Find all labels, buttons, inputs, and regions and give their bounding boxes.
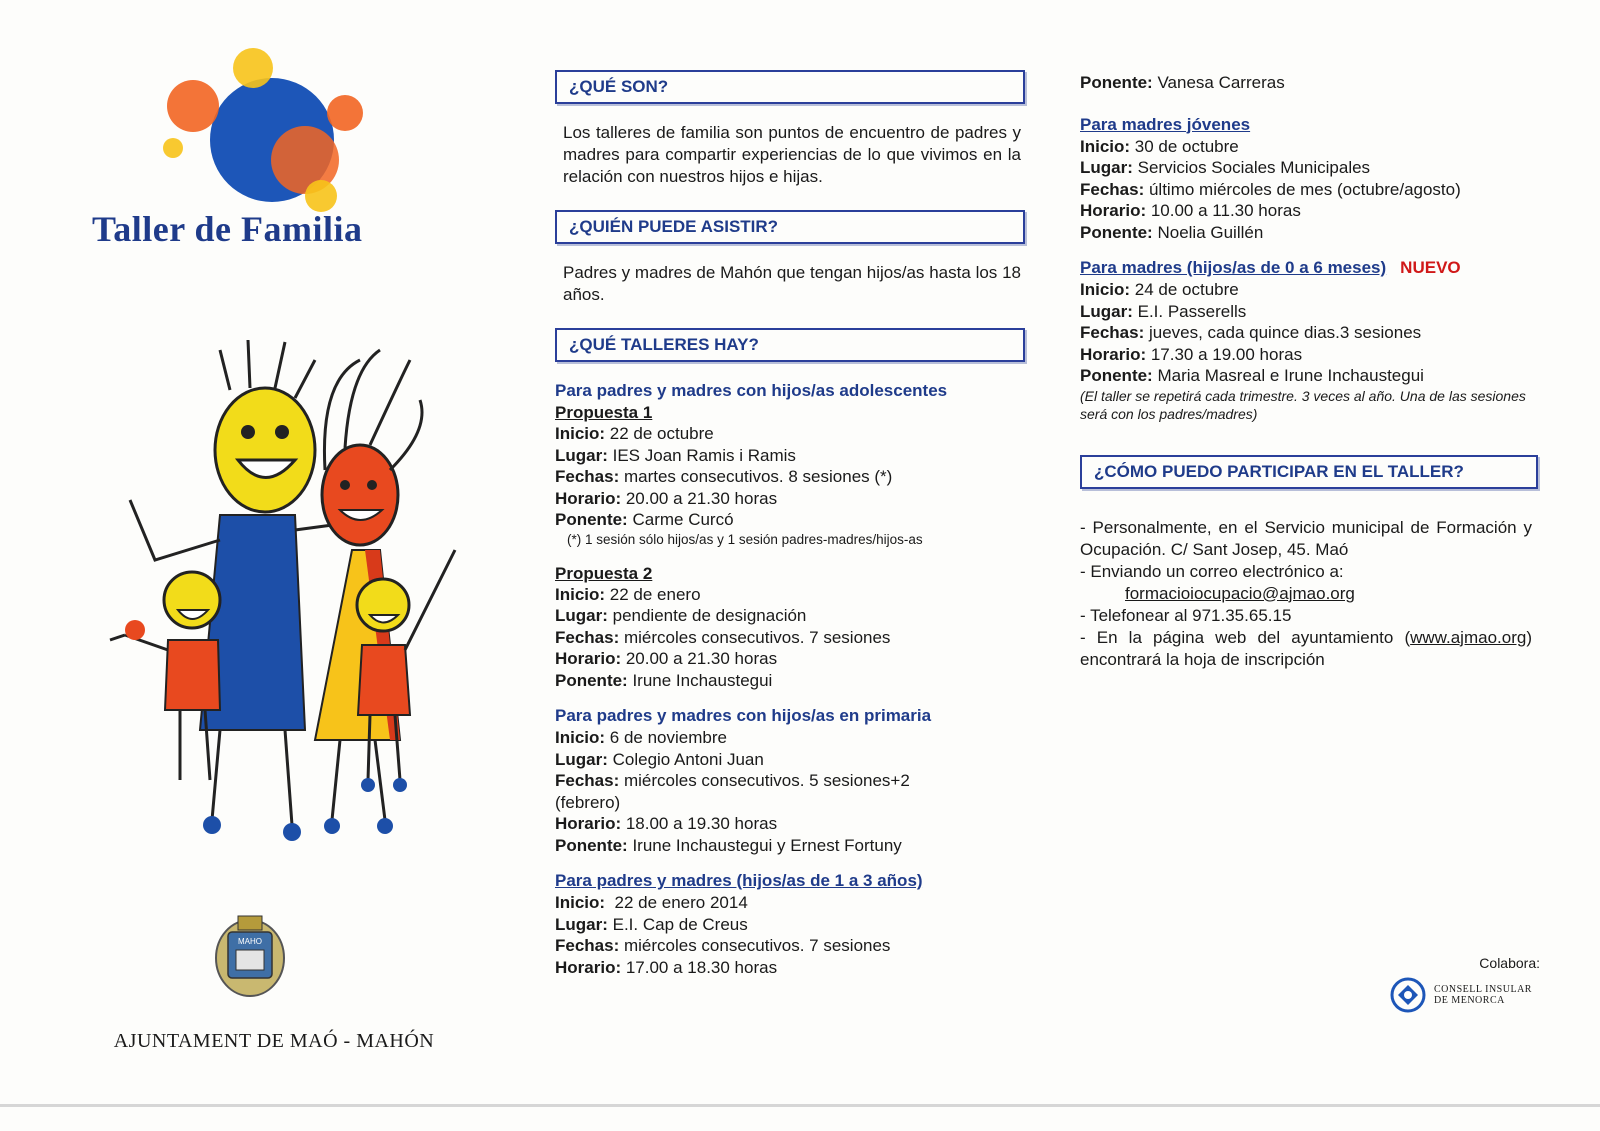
- workshop-uno-tres: Para padres y madres (hijos/as de 1 a 3 años) Inicio: 22 de enero 2014 Lugar: E.I. Cap de Creus Fechas: miércoles consecutivos. 7 sesiones Horario: 17.00 a 18.30 horas: [555, 870, 1025, 978]
- collaborator-block: [1390, 955, 1540, 1013]
- document-title: Taller de Familia: [92, 209, 363, 249]
- consell-name: CONSELL INSULAR DE MENORCA: [1434, 984, 1532, 1006]
- workshop-primaria: Para padres y madres con hijos/as en primaria Inicio: 6 de noviembre Lugar: Colegio Antoni Juan Fechas: miércoles consecutivos. 5 sesiones+2 (febrero) Horario: 18.00 a 19.30 horas Ponente: Irune Inchaustegui y Ernest Fortuny: [555, 705, 1025, 856]
- que-son-text: Los talleres de familia son puntos de encuentro de padres y madres para compartir experiencias de lo que vivimos en la relación con nuestros hijos e hijas.: [563, 123, 1021, 186]
- section-heading-talleres: ¿QUÉ TALLERES HAY?: [555, 328, 1025, 362]
- scan-edge-divider: [0, 1104, 1600, 1107]
- quien-text: Padres y madres de Mahón que tengan hijos/as hasta los 18 años.: [563, 263, 1021, 304]
- consell-logo-icon: [1390, 977, 1426, 1013]
- website-link[interactable]: www.ajmao.org: [1410, 627, 1527, 647]
- workshop-title: Para madres jóvenes: [1080, 114, 1251, 134]
- workshop-bebes: Para madres (hijos/as de 0 a 6 meses) NUEVO Inicio: 24 de octubre Lugar: E.I. Passerells Fechas: jueves, cada quince dias.3 sesiones Horario: 17.30 a 19.00 horas Ponente: Maria Masreal e Irune Inchaustegui (El taller se repetirá cada trimestre. 3 veces al año. Una de las sesiones será con los padres/madres): [1080, 257, 1540, 423]
- workshop-title: Para padres y madres con hijos/as en primaria: [555, 706, 932, 725]
- section-heading-quien: ¿QUIÉN PUEDE ASISTIR?: [555, 210, 1025, 244]
- cover-panel: [40, 30, 480, 1110]
- family-drawing-illustration: [70, 310, 490, 870]
- workshop-title: Para madres (hijos/as de 0 a 6 meses) NUEVO: [1080, 258, 1461, 277]
- right-panel: Ponente: Vanesa Carreras Para madres jóvenes Inicio: 30 de octubre Lugar: Servicios Sociales Municipales Fechas: último miércoles de mes (octubre/agosto) Horario: 10.00 a 11.30 horas Ponente: Noelia Guillén Para madres (hijos/as de 0 a 6 meses) NUEVO Inicio: 24 de octubre Lugar: E.I. Passerells Fechas: jueves, cada quince dias.3 sesiones Horario: 17.30 a 19.00 horas Ponente: Maria Masreal e Irune Inchaustegui (El taller se repetirá cada trimestre. 3 veces al año. Una de las sesiones será con los padres/madres) ¿CÓMO PUEDO PARTICIPAR EN EL TALLER? - Personalmente, en el Servicio municipal de Formación y Ocupación. C/ Sant Josep, 45. Maó - Enviando un correo electrónico a: formacioiocupacio@ajmao.org - Telefonear al 971.35.65.15 - En la página web del ayuntamiento (www.ajmao.org) encontrará la hoja de inscripción: [1080, 72, 1540, 693]
- email-link[interactable]: formacioiocupacio@ajmao.org: [1125, 583, 1355, 603]
- footnote: (*) 1 sesión sólo hijos/as y 1 sesión padres-madres/hijos-as: [567, 531, 923, 547]
- section-heading-que-son: ¿QUÉ SON?: [555, 70, 1025, 104]
- council-name: AJUNTAMENT DE MAÓ - MAHÓN: [113, 1030, 435, 1052]
- workshop-jovenes: Para madres jóvenes Inicio: 30 de octubre Lugar: Servicios Sociales Municipales Fechas: último miércoles de mes (octubre/agosto) Horario: 10.00 a 11.30 horas Ponente: Noelia Guillén: [1080, 114, 1540, 244]
- new-badge: NUEVO: [1400, 258, 1461, 277]
- seal-text: MAHO: [238, 937, 262, 946]
- town-seal-icon: [210, 910, 290, 1000]
- repeat-note: (El taller se repetirá cada trimestre. 3 veces al año. Una de las sesiones será con los padres/madres): [1080, 387, 1526, 422]
- section-heading-participar: ¿CÓMO PUEDO PARTICIPAR EN EL TALLER?: [1080, 455, 1538, 489]
- collab-label: Colabora:: [1479, 955, 1540, 971]
- workshop-title: Para padres y madres con hijos/as adolescentes: [555, 381, 948, 400]
- workshop-adolescentes: Para padres y madres con hijos/as adolescentes Propuesta 1 Inicio: 22 de octubre Lugar: IES Joan Ramis i Ramis Fechas: martes consecutivos. 8 sesiones (*) Horario: 20.00 a 21.30 horas Ponente: Carme Curcó (*) 1 sesión sólo hijos/as y 1 sesión padres-madres/hijos-as Propuesta 2 Inicio: 22 de enero Lugar: pendiente de designación Fechas: miércoles consecutivos. 7 sesiones Horario: 20.00 a 21.30 horas Ponente: Irune Inchaustegui: [555, 380, 1025, 691]
- proposal-label: Propuesta 1: [555, 403, 653, 422]
- workshop-title: Para padres y madres (hijos/as de 1 a 3 años): [555, 871, 923, 890]
- participar-text: - Personalmente, en el Servicio municipal de Formación y Ocupación. C/ Sant Josep, 45. Maó - Enviando un correo electrónico a: formacioiocupacio@ajmao.org - Telefonear al 971.35.65.15 - En la página web del ayuntamiento (www.ajmao.org) encontrará la hoja de inscripción: [1080, 517, 1532, 669]
- middle-panel: [555, 70, 1025, 978]
- proposal-label: Propuesta 2: [555, 563, 653, 583]
